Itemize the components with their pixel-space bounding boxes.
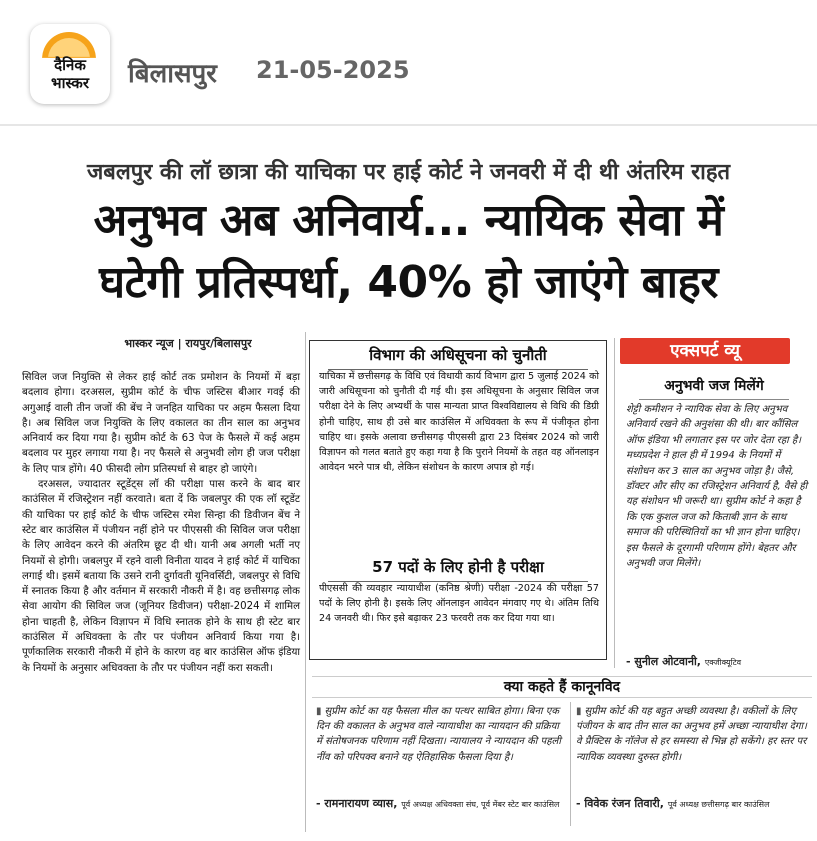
box-paragraph-notification: याचिका में छत्तीसगढ़ के विधि एवं विधायी कार्य विभाग द्वारा 5 जुलाई 2024 को जारी अधिसूचना को चुनौती दी गई थी। इस अधिसूचना के अनुसार सिविल जज परीक्षा देने के लिए अभ्यर्थी के पास मान्यता प्राप्त विश्वविद्यालय से विधि की डिग्री होनी चाहिए, साथ ही उसे बार काउंसिल में अधिवक्ता के रूप में पंजीकृत होना चाहिए था। इसके अलावा छत्तीसगढ़ पीएससी द्वारा 23 दिसंबर 2024 को जारी विज्ञापन को गलत बताते हुए कहा गया है कि पुराने नियमों के तहत वह ऑनलाइन आवेदन भरने पात्र थी, लेकिन संशोधन के कारण अपात्र हो गई। [319, 371, 599, 474]
logo-text-line1: दैनिक [54, 56, 86, 74]
body-paragraph-2: दरअसल, ज्यादातर स्टूडेंट्स लॉ की परीक्षा पास करने के बाद बार काउंसिल में रजिस्ट्रेशन नहीं करवाते। बता दें कि जबलपुर की एक लॉ स्टूडेंट की याचिका पर हाई कोर्ट के चीफ जस्टिस रमेश सिन्हा की डिवीजन बेंच ने स्टेट बार काउंसिल में पंजीयन नहीं होने पर पीएससी की सिविल जज परीक्षा के लिए आवेदन करने की अंतरिम छूट दी थी। यानी अब अगली भर्ती नए नियमों से होगी। जबलपुर में रहने वाली विनीता यादव ने हाई कोर्ट में याचिका लगाई थी। इसमें बताया कि उसने रानी दुर्गावती यूनिवर्सिटी, जबलपुर से विधि में स्नातक किया है और वर्तमान में सरकारी नौकरी में है। वह छत्तीसगढ़ लोक सेवा आयोग की सिविल जज (जूनियर डिवीजन) परीक्षा-2024 में शामिल होना चाहती है, लेकिन विज्ञापन में विधि स्नातक होने के साथ ही स्टेट बार काउंसिल में अधिवक्ता के तौर पर पंजीयन अनिवार्य किया गया है। पूर्णकालिक सरकारी नौकरी में होने के कारण वह बार काउंसिल ऑफ इंडिया के नियमों के अनुसार अधिवक्ता के तौर पर पंजीयन नहीं करा सकती। [22, 479, 300, 674]
legal-quote-1 [316, 704, 564, 765]
expert-view-heading: अनुभवी जज मिलेंगे [620, 376, 808, 400]
logo-text-line2: भास्कर [51, 74, 89, 92]
expert-view-author [626, 654, 808, 669]
legal-quote-2-author [576, 796, 808, 811]
box-heading-57-posts: 57 पदों के लिए होनी है परीक्षा [310, 557, 606, 582]
body-paragraph-1: सिविल जज नियुक्ति से लेकर हाई कोर्ट तक प्रमोशन के नियमों में बड़ा बदलाव होगा। दरअसल, सुप्रीम कोर्ट के चीफ जस्टिस बीआर गवई की अगुआई वाली तीन जजों की बेंच ने जनहित याचिका पर अहम फैसला दिया है। अब सिविल जज नियुक्ति के लिए वकालत का तीन साल का अनुभव अनिवार्य कर दिया गया है। सुप्रीम कोर्ट के 63 पेज के फैसले में कई अहम बदलाव पर मुहर लगाया गया है। नए फैसले से अनुभवी लोग ही जज परीक्षा के लिए पात्र होंगे। 40 फीसदी लोग प्रतिस्पर्धा से बाहर हो जाएंगे। [22, 372, 300, 475]
author-2-designation: पूर्व अध्यक्ष छत्तीसगढ़ बार काउंसिल [667, 800, 770, 809]
quote-marker-icon: ▮ [576, 706, 582, 717]
dainik-bhaskar-logo[interactable] [30, 24, 110, 104]
expert-view-banner: एक्सपर्ट व्यू [620, 338, 790, 364]
edition-date: 21-05-2025 [256, 56, 410, 84]
expert-designation: एक्जीक्यूटिव [704, 658, 742, 667]
legal-experts-heading: क्या कहते हैं कानूनविद [503, 679, 621, 695]
article-byline: भास्कर न्यूज | रायपुर/बिलासपुर [124, 337, 252, 350]
expert-view-text: शेट्टी कमीशन ने न्यायिक सेवा के लिए अनुभव अनिवार्य रखने की अनुशंसा की थी। बार कौंसिल ऑफ इंडिया भी लगातार इस पर जोर देता रहा है। मध्यप्रदेश ने हाल ही में 1994 के नियमों में संशोधन कर 3 साल का अनुभव जोड़ा है। जैसे, डॉक्टर और सीए का रजिस्ट्रेशन अनिवार्य है, वैसे ही यह संशोधन भी जरूरी था। सुप्रीम कोर्ट ने कहा है कि एक कुशल जज को किताबी ज्ञान के साथ समाज की परिस्थितियों का भी ज्ञान होना चाहिए। इस फैसले के दूरगामी परिणाम होंगे। बेहतर और अनुभवी जज मिलेंगे। [626, 404, 808, 570]
column-divider-right [614, 338, 615, 668]
author-2-name: - विवेक रंजन तिवारी, [576, 797, 664, 810]
author-1-designation: पूर्व अध्यक्ष अधिवक्ता संघ, पूर्व मेंबर स्टेट बार काउंसिल [401, 800, 560, 809]
legal-experts-bar [312, 676, 812, 698]
author-1-name: - रामनारायण व्यास, [316, 797, 398, 810]
article-kicker: जबलपुर की लॉ छात्रा की याचिका पर हाई कोर्ट ने जनवरी में दी थी अंतरिम राहत [86, 160, 731, 185]
legal-quote-1-author [316, 796, 566, 811]
quote-marker-icon: ▮ [316, 706, 322, 717]
header-divider [0, 124, 817, 126]
notification-challenge-box [309, 340, 607, 660]
edition-city: बिलासपुर [128, 59, 217, 89]
column-divider-left [305, 332, 306, 832]
expert-name: - सुनील ओटवानी, [626, 655, 701, 668]
quote-divider [570, 702, 571, 826]
legal-quote-1-text: सुप्रीम कोर्ट का यह फैसला मील का पत्थर साबित होगा। बिना एक दिन की वकालत के अनुभव वाले न्यायाधीश का न्यायदान की प्रक्रिया में संतोषजनक परिणाम नहीं दिखता। न्यायालय ने न्यायदान की पहली नींव को परिपक्व बनाने यह ऐतिहासिक फैसला दिया है। [316, 706, 561, 763]
article-body [22, 370, 300, 676]
headline-line-2: घटेगी प्रतिस्पर्धा, 40% हो जाएंगे बाहर [99, 257, 718, 308]
legal-quote-2-text: सुप्रीम कोर्ट की यह बहुत अच्छी व्यवस्था है। वकीलों के लिए पंजीयन के बाद तीन साल का अनुभव हमें अच्छा न्यायाधीश देगा। वे प्रैक्टिस के नॉलेज से हर समस्या से भिन्न हो सकेंगे। हर स्तर पर न्यायिक व्यवस्था दुरुस्त होगी। [576, 706, 807, 763]
box-heading-notification: विभाग की अधिसूचना को चुनौती [310, 345, 606, 370]
box-paragraph-57-posts: पीएससी की व्यवहार न्यायाधीश (कनिष्ठ श्रेणी) परीक्षा -2024 की परीक्षा 57 पदों के लिए होनी है। इसके लिए ऑनलाइन आवेदन मंगवाए गए थे। अंतिम तिथि 24 जनवरी थी। फिर इसे बढ़ाकर 23 फरवरी तक कर दिया गया था। [319, 583, 599, 625]
headline-line-1: अनुभव अब अनिवार्य... न्यायिक सेवा में [93, 195, 724, 246]
legal-quote-2 [576, 704, 808, 765]
article-headline [20, 190, 797, 314]
